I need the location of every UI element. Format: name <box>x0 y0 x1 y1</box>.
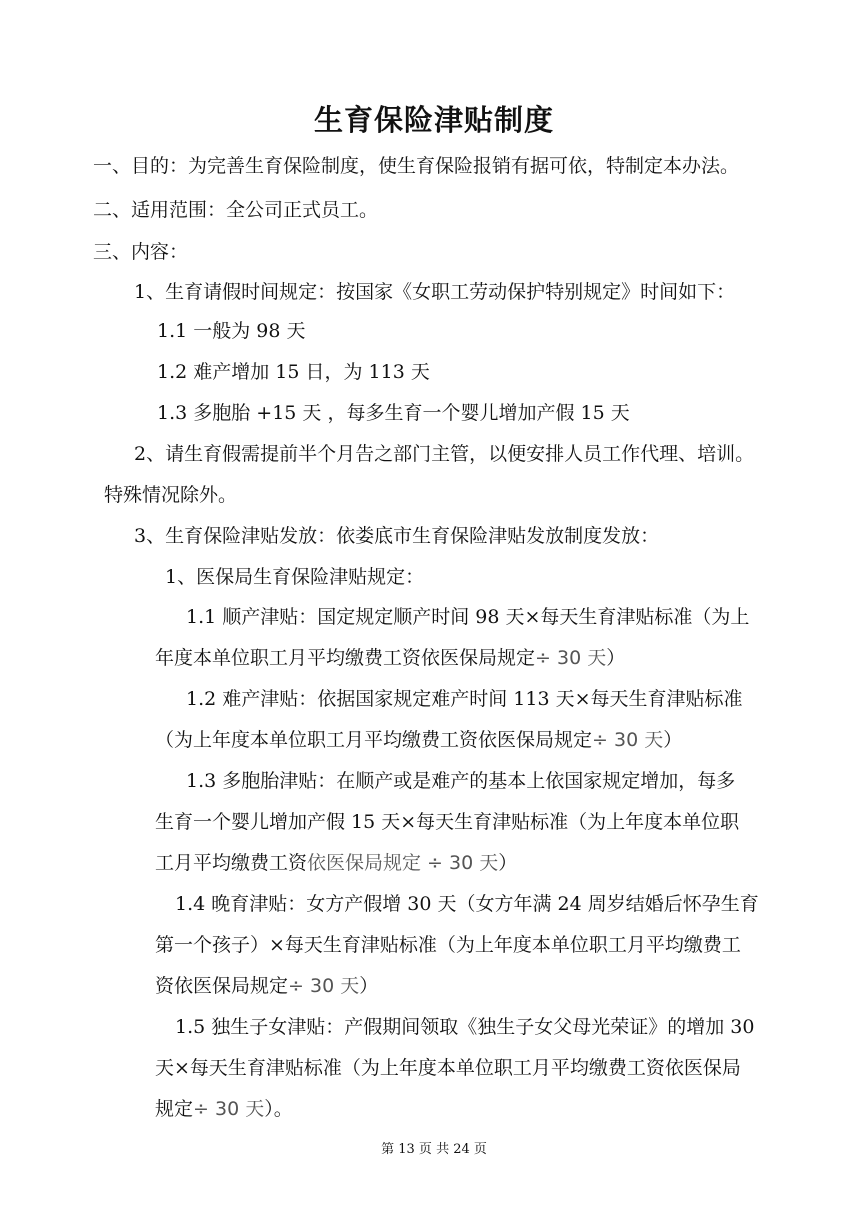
item-medical-bureau-rules: 1、医保局生育保险津贴规定： <box>165 566 425 588</box>
item-natural-birth-allowance-cont <box>155 645 625 671</box>
item-leave-request-cont: 特殊情况除外。 <box>104 484 238 506</box>
item-difficult-birth-allowance: 1.2 难产津贴：依据国家规定难产时间 113 天×每天生育津贴标准 <box>186 688 743 710</box>
text: ） <box>498 852 518 874</box>
text: ） <box>359 975 379 997</box>
item-late-birth-allowance-cont2 <box>155 973 378 999</box>
item-multiple-birth-allowance: 1.3 多胞胎津贴：在顺产或是难产的基本上依国家规定增加，每多 <box>186 770 736 792</box>
item-leave-request: 2、请生育假需提前半个月告之部门主管，以便安排人员工作代理、培训。 <box>134 443 755 465</box>
divide-30-days: 依医保局规定 ÷ 30 天 <box>307 852 499 874</box>
item-normal-leave: 1.1 一般为 98 天 <box>157 320 306 342</box>
page-number-footer: 第 13 页 共 24 页 <box>381 1142 487 1157</box>
document-title: 生育保险津贴制度 <box>313 103 554 137</box>
item-leave-rules: 1、生育请假时间规定：按国家《女职工劳动保护特别规定》时间如下： <box>134 281 736 303</box>
divide-30-days: ÷ 30 天 <box>592 729 664 751</box>
text: ）。 <box>264 1098 293 1120</box>
divide-30-days: ÷ 30 天 <box>193 1098 265 1120</box>
item-difficult-birth-leave: 1.2 难产增加 15 日，为 113 天 <box>157 361 430 383</box>
item-only-child-allowance-cont: 天×每天生育津贴标准（为上年度本单位职工月平均缴费工资依医保局 <box>155 1057 741 1079</box>
item-difficult-birth-allowance-cont <box>155 727 682 753</box>
text: ） <box>606 647 626 669</box>
section-content-heading: 三、内容： <box>93 241 189 263</box>
item-late-birth-allowance-cont: 第一个孩子）×每天生育津贴标准（为上年度本单位职工月平均缴费工 <box>155 934 741 956</box>
text: （为上年度本单位职工月平均缴费工资依医保局规定 <box>155 729 593 751</box>
text: ） <box>663 729 683 751</box>
item-natural-birth-allowance: 1.1 顺产津贴：国定规定顺产时间 98 天×每天生育津贴标准（为上 <box>186 606 750 628</box>
item-multiple-birth-allowance-cont2 <box>155 850 517 876</box>
text: 工月平均缴费工资 <box>155 852 308 874</box>
section-scope: 二、适用范围：全公司正式员工。 <box>93 199 379 221</box>
section-purpose: 一、目的：为完善生育保险制度，使生育保险报销有据可依，特制定本办法。 <box>93 155 740 177</box>
item-only-child-allowance: 1.5 独生子女津贴：产假期间领取《独生子女父母光荣证》的增加 30 <box>175 1016 755 1038</box>
text: 年度本单位职工月平均缴费工资依医保局规定 <box>155 647 536 669</box>
item-only-child-allowance-cont2 <box>155 1096 293 1122</box>
text: 资依医保局规定 <box>155 975 289 997</box>
item-multiple-birth-allowance-cont: 生育一个婴儿增加产假 15 天×每天生育津贴标准（为上年度本单位职 <box>155 811 740 833</box>
text: 规定 <box>155 1098 194 1120</box>
divide-30-days: ÷ 30 天 <box>288 975 360 997</box>
divide-30-days: ÷ 30 天 <box>535 647 607 669</box>
item-late-birth-allowance: 1.4 晚育津贴：女方产假增 30 天（女方年满 24 周岁结婚后怀孕生育 <box>175 893 759 915</box>
item-allowance-payment: 3、生育保险津贴发放：依娄底市生育保险津贴发放制度发放： <box>134 525 660 547</box>
item-multiple-birth-leave: 1.3 多胞胎 +15 天 ，每多生育一个婴儿增加产假 15 天 <box>157 402 630 424</box>
